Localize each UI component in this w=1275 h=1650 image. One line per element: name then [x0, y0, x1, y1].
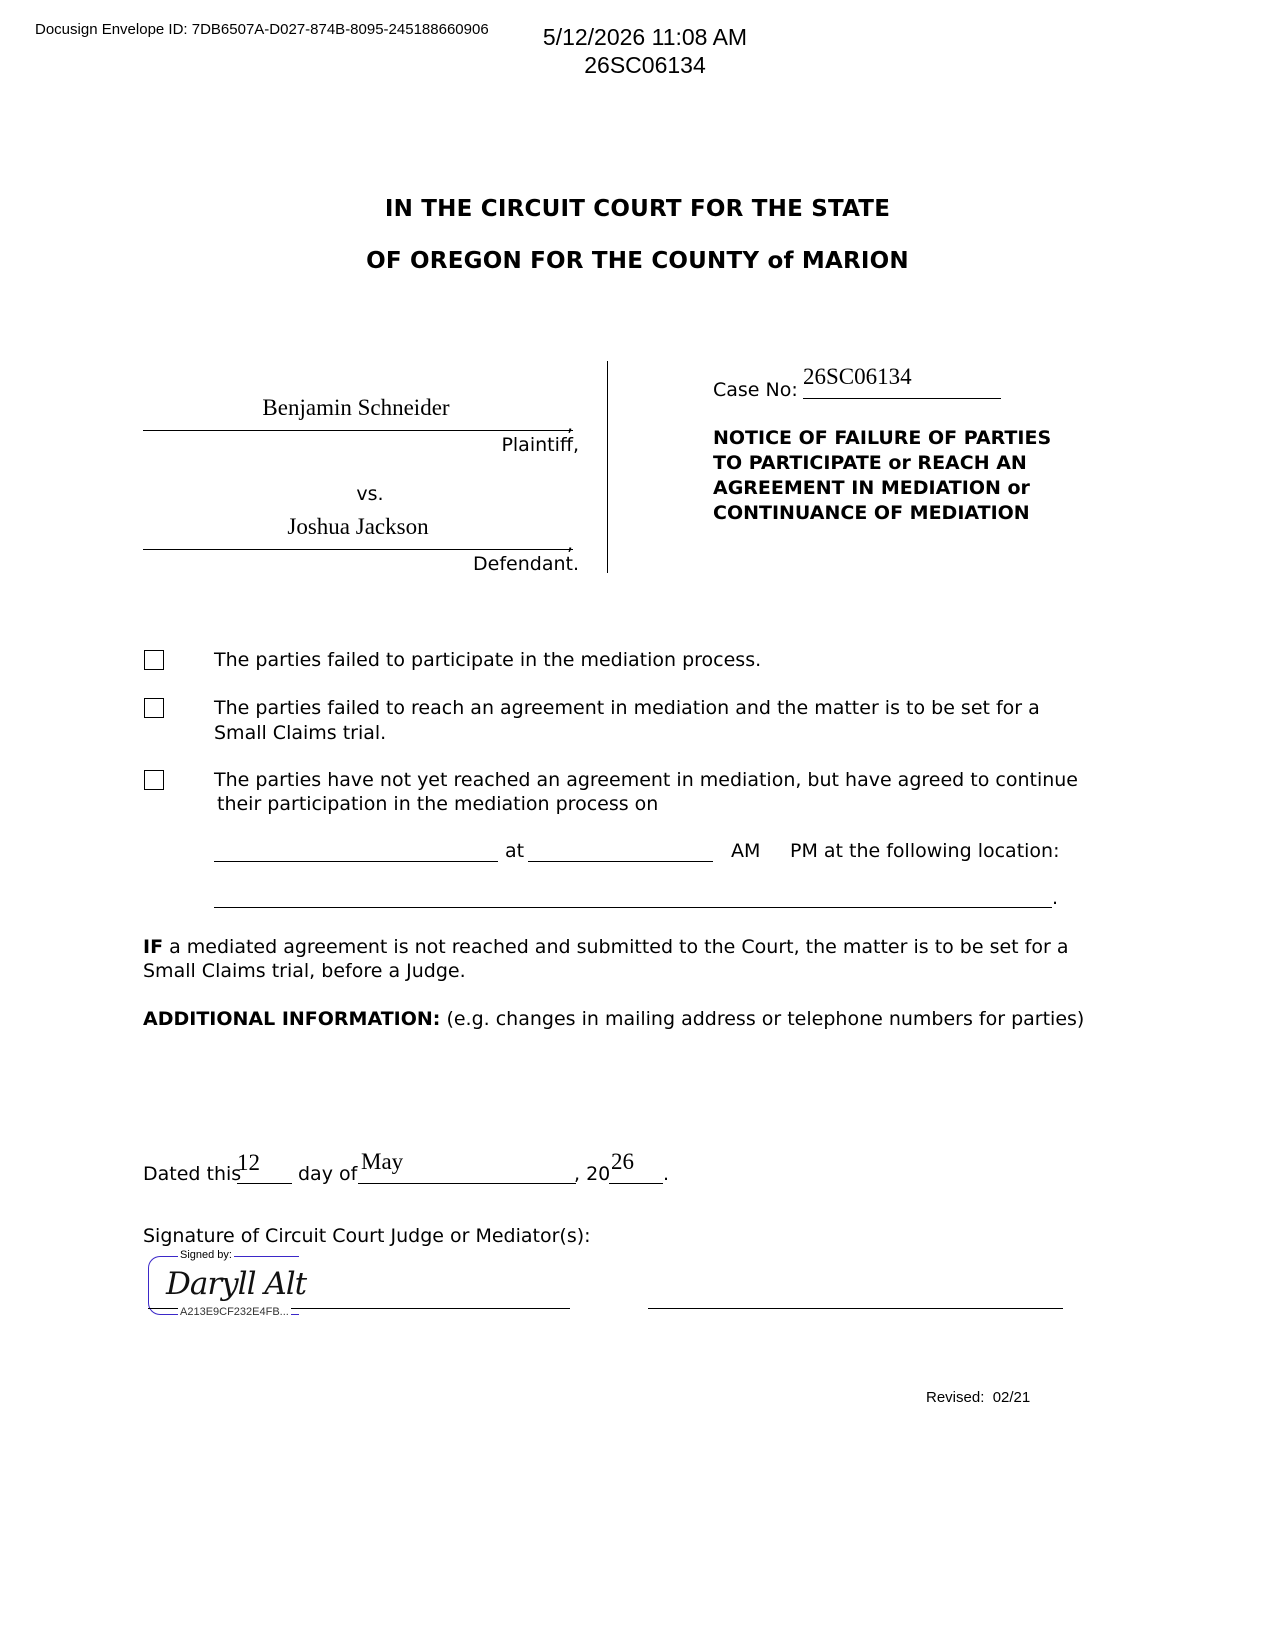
option-3-text-line2: their participation in the mediation process on: [217, 793, 659, 815]
envelope-id: Docusign Envelope ID: 7DB6507A-D027-874B-8095-245188660906: [35, 21, 489, 38]
case-no-label: Case No:: [713, 379, 798, 401]
signature-line-2: [648, 1308, 1063, 1309]
plaintiff-comma: ,: [567, 414, 574, 436]
revised-footer: [926, 1389, 1030, 1406]
plaintiff-name: Benjamin Schneider: [262, 395, 450, 420]
if-text: a mediated agreement is not reached and submitted to the Court, the matter is to be set for a: [169, 936, 1069, 958]
case-no-value: 26SC06134: [803, 364, 912, 389]
dated-year: 26: [611, 1149, 634, 1174]
revised-date: 02/21: [992, 1389, 1031, 1406]
dated-day-line: [237, 1183, 292, 1184]
dated-prefix: Dated this: [143, 1163, 242, 1185]
option-1-checkbox[interactable]: [144, 650, 164, 670]
signature-hash: A213E9CF232E4FB...: [180, 1306, 289, 1318]
option-1-text: The parties failed to participate in the mediation process.: [214, 649, 762, 671]
dated-year-line: [609, 1183, 663, 1184]
plaintiff-line: [143, 430, 573, 431]
dated-day: 12: [237, 1150, 260, 1175]
court-title-line1: IN THE CIRCUIT COURT FOR THE STATE: [384, 196, 891, 222]
defendant-label: Defendant.: [473, 553, 579, 575]
if-clause-line1: [143, 935, 1068, 960]
option-2-checkbox[interactable]: [144, 698, 164, 718]
continuance-at-label: at: [505, 840, 525, 862]
dated-period: .: [663, 1163, 670, 1185]
additional-info: [143, 1007, 1084, 1032]
if-bold: IF: [143, 936, 164, 958]
case-number-stamp: 26SC06134: [584, 52, 706, 78]
defendant-name: Joshua Jackson: [287, 514, 429, 539]
notice-title: NOTICE OF FAILURE OF PARTIES TO PARTICIPATE or REACH AN AGREEMENT IN MEDIATION or CONTINUANCE OF MEDIATION: [713, 427, 1052, 524]
plaintiff-label: Plaintiff,: [501, 434, 579, 456]
day-of-label: day of: [298, 1163, 358, 1185]
caption-divider: [607, 361, 608, 573]
year-prefix: , 20: [574, 1163, 611, 1185]
filing-timestamp: 5/12/2026 11:08 AM: [542, 24, 748, 50]
vs-label: vs.: [356, 483, 384, 505]
continuance-date-line: [214, 861, 498, 862]
signed-by-label: Signed by:: [180, 1249, 232, 1261]
if-clause-line2: Small Claims trial, before a Judge.: [143, 960, 466, 982]
case-no-line: [803, 398, 1001, 399]
defendant-line: [143, 549, 573, 550]
location-period: .: [1052, 887, 1059, 909]
continuance-time-line: [528, 861, 713, 862]
option-3-checkbox[interactable]: [144, 770, 164, 790]
handwritten-signature: Daryll Alt: [166, 1266, 307, 1302]
pm-location-label: PM at the following location:: [790, 840, 1060, 862]
option-3-text-line1: The parties have not yet reached an agreement in mediation, but have agreed to continue: [214, 769, 1078, 791]
court-title-line2: OF OREGON FOR THE COUNTY of MARION: [366, 248, 909, 274]
location-line: [214, 907, 1052, 908]
dated-month-line: [358, 1183, 576, 1184]
am-label: AM: [731, 840, 761, 862]
option-2-text: The parties failed to reach an agreement in mediation and the matter is to be set for a Small Claims trial.: [214, 697, 1040, 744]
dated-month: May: [361, 1149, 404, 1174]
defendant-comma: ,: [567, 533, 574, 555]
additional-info-hint: (e.g. changes in mailing address or telephone numbers for parties): [446, 1008, 1085, 1030]
revised-label: Revised:: [926, 1389, 985, 1406]
signature-label: Signature of Circuit Court Judge or Mediator(s):: [143, 1225, 591, 1247]
additional-info-label: ADDITIONAL INFORMATION:: [143, 1008, 441, 1030]
